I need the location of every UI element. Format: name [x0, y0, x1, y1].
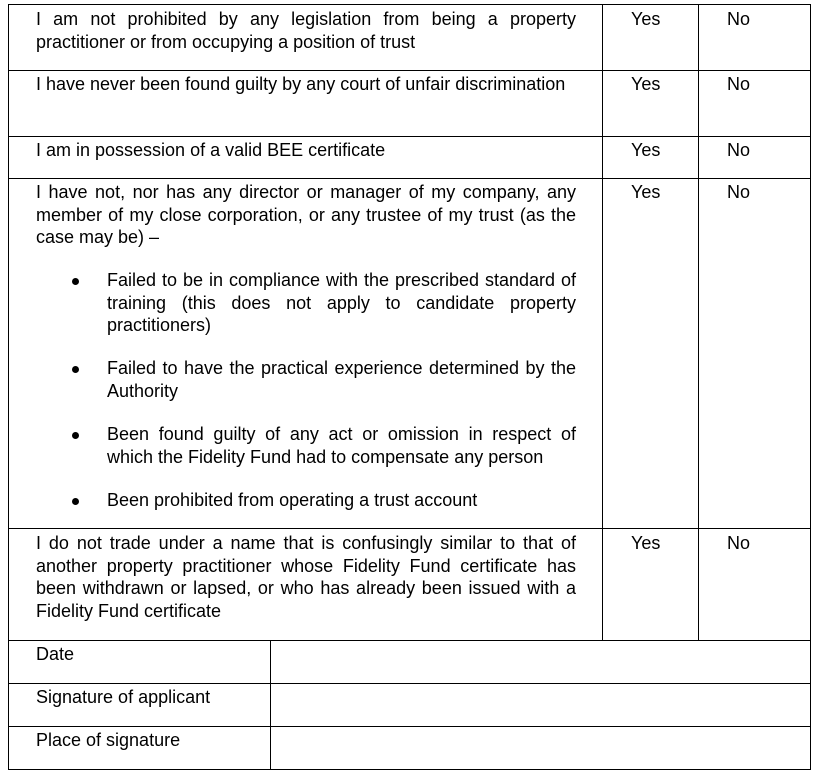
table-left-border	[8, 4, 9, 770]
declaration-text: I have not, nor has any director or manager of my company, any member of my close corporation, or any trustee of my trust (as the case may be) –	[36, 182, 576, 247]
table-bottom-border	[8, 769, 811, 770]
bullet-text: Been prohibited from operating a trust account	[107, 490, 478, 510]
place-label: Place of signature	[36, 730, 181, 750]
place-field[interactable]	[271, 727, 809, 769]
bullet-icon	[72, 278, 79, 285]
bullet-icon	[72, 432, 79, 439]
no-option[interactable]: No	[727, 140, 751, 160]
date-field[interactable]	[271, 641, 809, 683]
no-option[interactable]: No	[727, 533, 751, 553]
yes-option[interactable]: Yes	[631, 533, 661, 553]
declaration-text: I have never been found guilty by any court of unfair discrimination	[36, 74, 566, 94]
row-divider	[8, 136, 811, 137]
bullet-text: Failed to be in compliance with the prescribed standard of training (this does not apply to candidate property practitioners)	[107, 270, 576, 335]
declaration-text: I do not trade under a name that is confusingly similar to that of another property practitioner whose Fidelity Fund certificate has been withdrawn or lapsed, or who has already been issued with a Fidelity Fund certificate	[36, 533, 576, 621]
no-option[interactable]: No	[727, 74, 751, 94]
row-divider	[8, 178, 811, 179]
no-column-divider	[698, 4, 699, 641]
declaration-text: I am not prohibited by any legislation from being a property practitioner or from occupying a position of trust	[36, 9, 576, 52]
bullet-icon	[72, 498, 79, 505]
no-option[interactable]: No	[727, 9, 751, 29]
yes-option[interactable]: Yes	[631, 140, 661, 160]
signature-label: Signature of applicant	[36, 687, 211, 707]
row-divider	[8, 528, 811, 529]
bullet-text: Failed to have the practical experience determined by the Authority	[107, 358, 576, 401]
table-right-border	[810, 4, 811, 770]
yes-option[interactable]: Yes	[631, 9, 661, 29]
yes-option[interactable]: Yes	[631, 74, 661, 94]
no-option[interactable]: No	[727, 182, 751, 202]
row-divider	[8, 70, 811, 71]
table-top-border	[8, 4, 811, 5]
yes-option[interactable]: Yes	[631, 182, 661, 202]
bullet-icon	[72, 366, 79, 373]
date-label: Date	[36, 644, 75, 664]
bullet-text: Been found guilty of any act or omission in respect of which the Fidelity Fund had to compensate any person	[107, 424, 576, 467]
yes-column-divider	[602, 4, 603, 641]
signature-field[interactable]	[271, 684, 809, 726]
declaration-text: I am in possession of a valid BEE certificate	[36, 140, 386, 160]
